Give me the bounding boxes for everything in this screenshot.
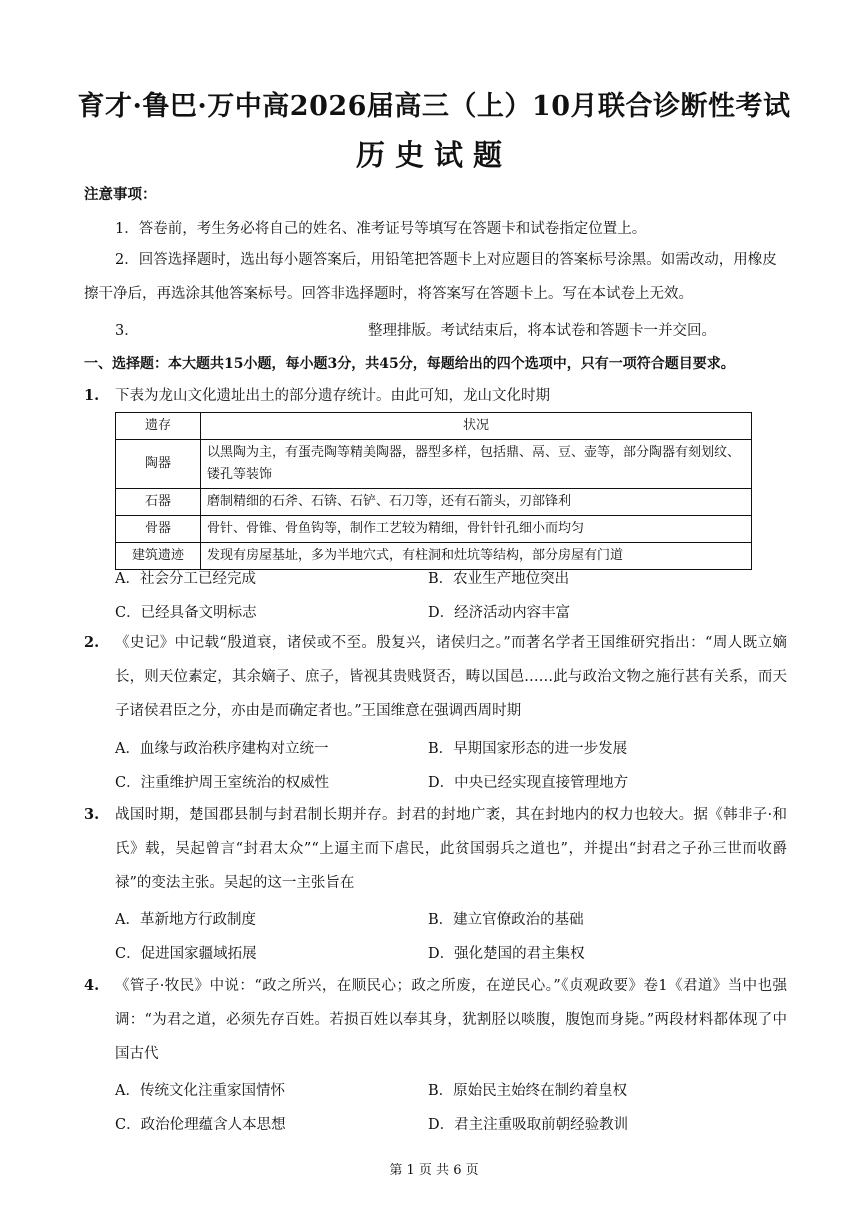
question-4-option-b[interactable]: B．原始民主始终在制约着皇权 — [428, 1083, 628, 1099]
table-cell: 以黑陶为主，有蛋壳陶等精美陶器，器型多样，包括鼎、鬲、豆、壶等，部分陶器有刻划纹、镂孔等装饰 — [201, 440, 752, 489]
question-1-option-b[interactable]: B．农业生产地位突出 — [428, 571, 570, 587]
table-cell: 建筑遗迹 — [116, 543, 201, 570]
question-1-option-d[interactable]: D．经济活动内容丰富 — [428, 605, 571, 621]
table-cell: 石器 — [116, 489, 201, 516]
note-item-1: 1．答卷前，考生务必将自己的姓名、准考证号等填写在答题卡和试卷指定位置上。 — [115, 221, 647, 237]
table-row — [116, 543, 752, 570]
question-3-option-b[interactable]: B．建立官僚政治的基础 — [428, 912, 584, 928]
question-3-stem: 战国时期，楚国郡县制与封君制长期并存。封君的封地广袤，其在封地内的权力也较大。据《韩非子·和氏》载，吴起曾言“封君太众”“上逼主而下虐民，此贫国弱兵之道也”，并提出“封君之子孙三世而收爵禄”的变法主张。吴起的这一主张旨在 — [115, 807, 787, 891]
table-row — [116, 489, 752, 516]
note-item-2: 2．回答选择题时，选出每小题答案后，用铅笔把答题卡上对应题目的答案标号涂黑。如需改动，用橡皮擦干净后，再选涂其他答案标号。回答非选择题时，将答案写在答题卡上。写在本试卷上无效。 — [84, 252, 777, 302]
question-2-option-c[interactable]: C．注重维护周王室统治的权威性 — [115, 775, 330, 791]
table-cell: 骨针、骨锥、骨鱼钩等，制作工艺较为精细，骨针针孔细小而均匀 — [201, 516, 752, 543]
table-cell: 磨制精细的石斧、石锛、石铲、石刀等，还有石箭头，刃部锋利 — [201, 489, 752, 516]
note-item-3-number: 3． — [115, 323, 139, 339]
question-1-option-c[interactable]: C．已经具备文明标志 — [115, 605, 257, 621]
page-number: 第 1 页 共 6 页 — [389, 1163, 479, 1178]
question-3-option-a[interactable]: A．革新地方行政制度 — [115, 912, 256, 928]
question-2-stem: 《史记》中记载“殷道衰，诸侯或不至。殷复兴，诸侯归之。”而著名学者王国维研究指出：“周人既立嫡长，则天位素定，其余嫡子、庶子，皆视其贵贱贤否，畴以国邑……此与政治文物之施行甚有关系，而天子诸侯君臣之分，亦由是而确定者也。”王国维意在强调西周时期 — [115, 635, 787, 719]
question-2-option-a[interactable]: A．血缘与政治秩序建构对立统一 — [115, 741, 329, 757]
notes-heading: 注意事项： — [84, 186, 157, 203]
question-3-number: 3. — [84, 806, 100, 823]
section-heading: 一、选择题：本大题共15小题，每小题3分，共45分，每题给出的四个选项中，只有一项符合题目要求。 — [84, 356, 735, 372]
table-header-cell: 遗存 — [116, 413, 201, 440]
relics-table — [115, 412, 752, 570]
table-header-row — [116, 413, 752, 440]
note-item-3-text: 整理排版。考试结束后，将本试卷和答题卡一并交回。 — [368, 323, 716, 339]
exam-title: 育才·鲁巴·万中高2026届高三（上）10月联合诊断性考试 — [77, 91, 791, 122]
question-4-option-a[interactable]: A．传统文化注重家国情怀 — [115, 1083, 285, 1099]
question-4-option-d[interactable]: D．君主注重吸取前朝经验教训 — [428, 1117, 629, 1133]
question-4-number: 4. — [84, 977, 100, 994]
question-4-option-c[interactable]: C．政治伦理蕴含人本思想 — [115, 1117, 286, 1133]
table-cell: 骨器 — [116, 516, 201, 543]
question-3-option-d[interactable]: D．强化楚国的君主集权 — [428, 946, 585, 962]
question-1-number: 1. — [84, 387, 100, 404]
table-header-cell: 状况 — [201, 413, 752, 440]
table-row — [116, 516, 752, 543]
subject-title: 历史试题 — [355, 138, 512, 172]
question-2-number: 2. — [84, 634, 100, 651]
question-1-option-a[interactable]: A．社会分工已经完成 — [115, 571, 256, 587]
question-2-option-d[interactable]: D．中央已经实现直接管理地方 — [428, 775, 629, 791]
table-row — [116, 440, 752, 489]
question-4-stem: 《管子·牧民》中说：“政之所兴，在顺民心；政之所废，在逆民心。”《贞观政要》卷1《君道》当中也强调：“为君之道，必须先存百姓。若损百姓以奉其身，犹割胫以啖腹，腹饱而身毙。”两段材料都体现了中国古代 — [115, 978, 787, 1062]
question-1-stem: 下表为龙山文化遗址出土的部分遗存统计。由此可知，龙山文化时期 — [115, 388, 550, 404]
table-cell: 陶器 — [116, 440, 201, 489]
question-2-option-b[interactable]: B．早期国家形态的进一步发展 — [428, 741, 628, 757]
question-3-option-c[interactable]: C．促进国家疆域拓展 — [115, 946, 257, 962]
table-cell: 发现有房屋基址，多为半地穴式，有柱洞和灶坑等结构，部分房屋有门道 — [201, 543, 752, 570]
